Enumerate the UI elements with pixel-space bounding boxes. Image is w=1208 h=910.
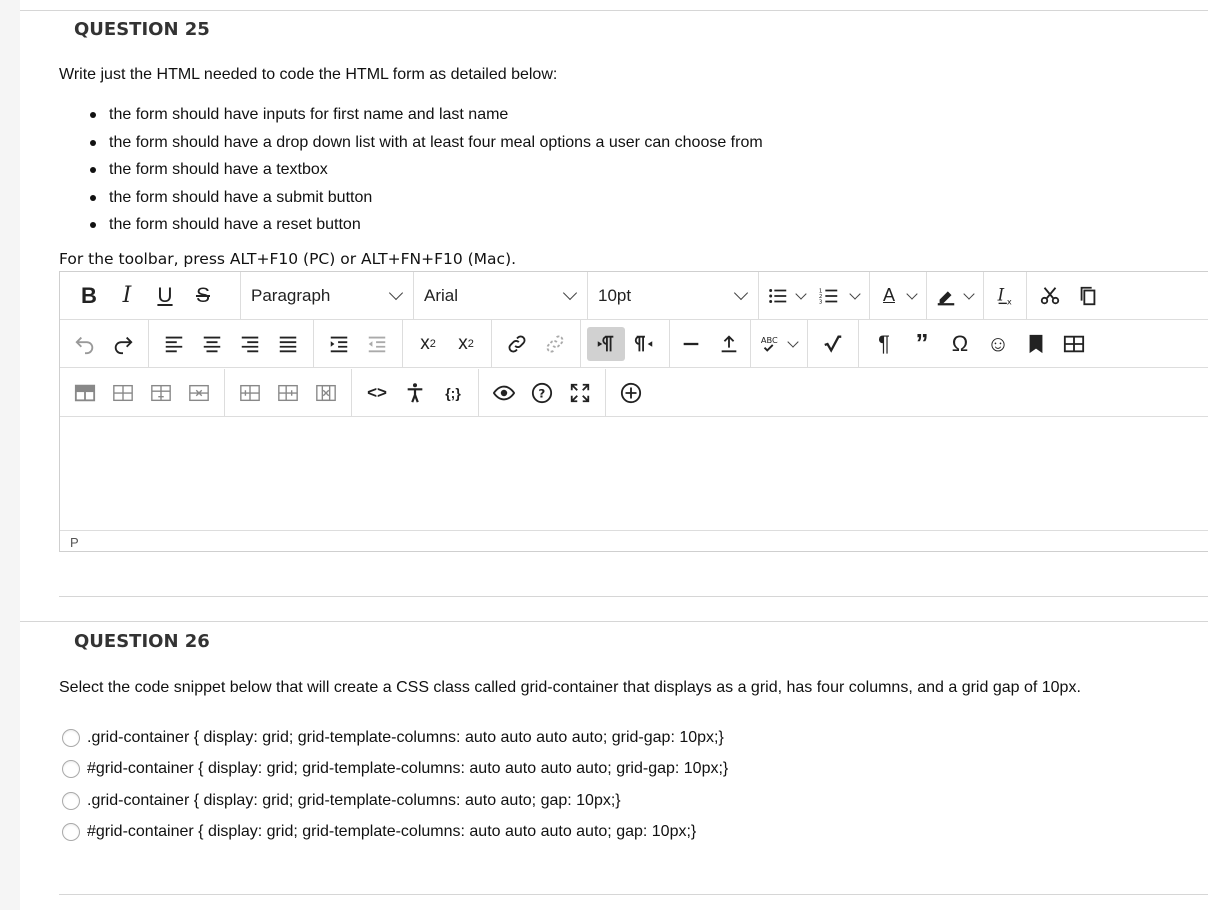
- answer-option-label: .grid-container { display: grid; grid-template-columns: auto auto; gap: 10px;}: [87, 792, 621, 809]
- answer-option-1[interactable]: [62, 729, 724, 747]
- block-format-select[interactable]: [241, 272, 414, 319]
- align-group: [149, 320, 314, 367]
- highlight-group: [927, 272, 984, 319]
- superscript-icon[interactable]: x 2: [420, 332, 436, 354]
- horizontal-line-icon[interactable]: [672, 327, 710, 361]
- delete-col-icon[interactable]: [307, 376, 345, 410]
- toolbar-row-3: [60, 369, 1208, 417]
- radio-button[interactable]: [62, 823, 80, 841]
- requirements-list: [90, 101, 763, 239]
- answer-option-2[interactable]: [62, 760, 728, 778]
- rich-text-editor: [59, 271, 1208, 552]
- answer-option-label: #grid-container { display: grid; grid-template-columns: auto auto auto auto; gap: 10px;}: [87, 823, 697, 840]
- table-row-group: [60, 369, 225, 416]
- radio-button[interactable]: [62, 729, 80, 747]
- divider: [20, 10, 1208, 11]
- toolbar-row-1: [60, 272, 1208, 320]
- help-icon[interactable]: [523, 376, 561, 410]
- insert-col-after-icon[interactable]: [269, 376, 307, 410]
- insert-row-before-icon[interactable]: [104, 376, 142, 410]
- question-26-prompt: Select the code snippet below that will create a CSS class called grid-container that displays as a grid, has four columns, and a grid gap of 10px.: [59, 679, 1081, 696]
- upload-icon[interactable]: [710, 327, 748, 361]
- svg-text:I: I: [997, 285, 1005, 305]
- clipboard-group: [1027, 272, 1111, 319]
- clear-format-group: [984, 272, 1027, 319]
- more-group: [606, 369, 656, 416]
- list-item: the form should have inputs for first name and last name: [90, 101, 763, 129]
- strikethrough-button[interactable]: S: [195, 283, 210, 307]
- list-item: the form should have a reset button: [90, 211, 763, 239]
- tools-group: [352, 369, 479, 416]
- align-right-icon[interactable]: [231, 327, 269, 361]
- bullet-list-icon[interactable]: [763, 279, 793, 313]
- preview-eye-icon[interactable]: [485, 376, 523, 410]
- radio-button[interactable]: [62, 760, 80, 778]
- direction-group: [581, 320, 670, 367]
- outdent-icon[interactable]: [358, 327, 396, 361]
- blockquote-icon[interactable]: ”: [915, 328, 929, 358]
- block-format-value: Paragraph: [251, 285, 331, 305]
- bold-button[interactable]: B: [81, 282, 97, 308]
- spellcheck-icon[interactable]: [755, 327, 785, 361]
- question-26-title: QUESTION 26: [74, 631, 210, 652]
- answer-option-4[interactable]: [62, 823, 696, 841]
- math-equation-icon[interactable]: [814, 327, 852, 361]
- cut-icon[interactable]: [1031, 279, 1069, 313]
- chevron-down-icon[interactable]: [795, 288, 806, 299]
- list-item: the form should have a textbox: [90, 156, 763, 184]
- chevron-down-icon[interactable]: [849, 288, 860, 299]
- font-family-value: Arial: [424, 285, 459, 305]
- template-variable-icon[interactable]: {;}: [445, 384, 461, 401]
- source-code-icon[interactable]: <>: [367, 382, 387, 402]
- chevron-down-icon[interactable]: [963, 288, 974, 299]
- undo-icon[interactable]: [66, 327, 104, 361]
- chevron-down-icon[interactable]: [906, 288, 917, 299]
- text-color-group: [870, 272, 927, 319]
- editor-status-path: P: [60, 530, 1208, 552]
- fullscreen-icon[interactable]: [561, 376, 599, 410]
- list-group: [759, 272, 870, 319]
- question-25-prompt: Write just the HTML needed to code the HTML form as detailed below:: [59, 66, 558, 83]
- list-item: the form should have a submit button: [90, 184, 763, 212]
- paragraph-mark-icon[interactable]: ¶: [878, 330, 890, 356]
- insert-group: [670, 320, 751, 367]
- chevron-down-icon: [563, 286, 577, 300]
- rtl-icon[interactable]: [625, 327, 663, 361]
- italic-button[interactable]: I: [122, 283, 132, 308]
- chevron-down-icon[interactable]: [787, 336, 798, 347]
- question-25-title: QUESTION 25: [74, 19, 210, 40]
- divider: [59, 894, 1208, 895]
- chevron-down-icon: [389, 286, 403, 300]
- redo-icon[interactable]: [104, 327, 142, 361]
- subscript-icon[interactable]: x 2: [458, 332, 474, 354]
- unlink-icon[interactable]: [536, 327, 574, 361]
- delete-row-icon[interactable]: [180, 376, 218, 410]
- list-item: the form should have a drop down list with at least four meal options a user can choose from: [90, 129, 763, 157]
- svg-text:ABC: ABC: [760, 334, 778, 345]
- font-family-select[interactable]: [414, 272, 588, 319]
- emoji-icon[interactable]: ☺: [986, 330, 1010, 356]
- highlight-icon[interactable]: [931, 279, 961, 313]
- link-group: [492, 320, 581, 367]
- toolbar-hint: For the toolbar, press ALT+F10 (PC) or ALT+FN+F10 (Mac).: [59, 250, 517, 268]
- add-content-icon[interactable]: [612, 376, 650, 410]
- ltr-icon[interactable]: [587, 327, 625, 361]
- table-icon[interactable]: [1055, 327, 1093, 361]
- svg-text:?: ?: [538, 386, 546, 401]
- bookmark-icon[interactable]: [1017, 327, 1055, 361]
- underline-button[interactable]: U: [157, 283, 173, 307]
- view-group: [479, 369, 606, 416]
- format-group: [60, 272, 241, 319]
- misc-group: [859, 320, 1099, 367]
- svg-text:1: 1: [818, 287, 823, 294]
- clear-formatting-icon[interactable]: [990, 279, 1020, 313]
- divider: [20, 621, 1208, 622]
- toolbar-row-2: [60, 320, 1208, 368]
- spellcheck-group: [751, 320, 808, 367]
- align-center-icon[interactable]: [193, 327, 231, 361]
- font-size-value: 10pt: [598, 285, 632, 305]
- svg-text:x: x: [1006, 295, 1012, 306]
- answer-option-label: .grid-container { display: grid; grid-template-columns: auto auto auto auto; grid-gap: 10px;}: [87, 729, 724, 746]
- font-size-select[interactable]: [588, 272, 759, 319]
- history-group: [60, 320, 149, 367]
- chevron-down-icon: [734, 286, 748, 300]
- align-left-icon[interactable]: [155, 327, 193, 361]
- svg-text:3: 3: [818, 298, 823, 305]
- divider: [59, 596, 1208, 597]
- table-properties-icon[interactable]: [66, 376, 104, 410]
- answer-option-label: #grid-container { display: grid; grid-template-columns: auto auto auto auto; grid-gap: 10px;}: [87, 760, 729, 777]
- answer-option-3[interactable]: [62, 792, 621, 810]
- left-gutter: [0, 0, 20, 910]
- script-group: [403, 320, 492, 367]
- align-justify-icon[interactable]: [269, 327, 307, 361]
- link-icon[interactable]: [498, 327, 536, 361]
- radio-button[interactable]: [62, 792, 80, 810]
- editor-content-area[interactable]: [60, 418, 1208, 530]
- accessibility-icon[interactable]: [396, 376, 434, 410]
- insert-row-after-icon[interactable]: [142, 376, 180, 410]
- insert-col-before-icon[interactable]: [231, 376, 269, 410]
- table-col-group: [225, 369, 352, 416]
- special-char-icon[interactable]: Ω: [951, 330, 969, 356]
- text-color-icon[interactable]: A: [882, 285, 895, 305]
- svg-text:2: 2: [818, 293, 823, 300]
- copy-icon[interactable]: [1069, 279, 1107, 313]
- indent-icon[interactable]: [320, 327, 358, 361]
- indent-group: [314, 320, 403, 367]
- math-group: [808, 320, 859, 367]
- numbered-list-icon[interactable]: [811, 279, 847, 313]
